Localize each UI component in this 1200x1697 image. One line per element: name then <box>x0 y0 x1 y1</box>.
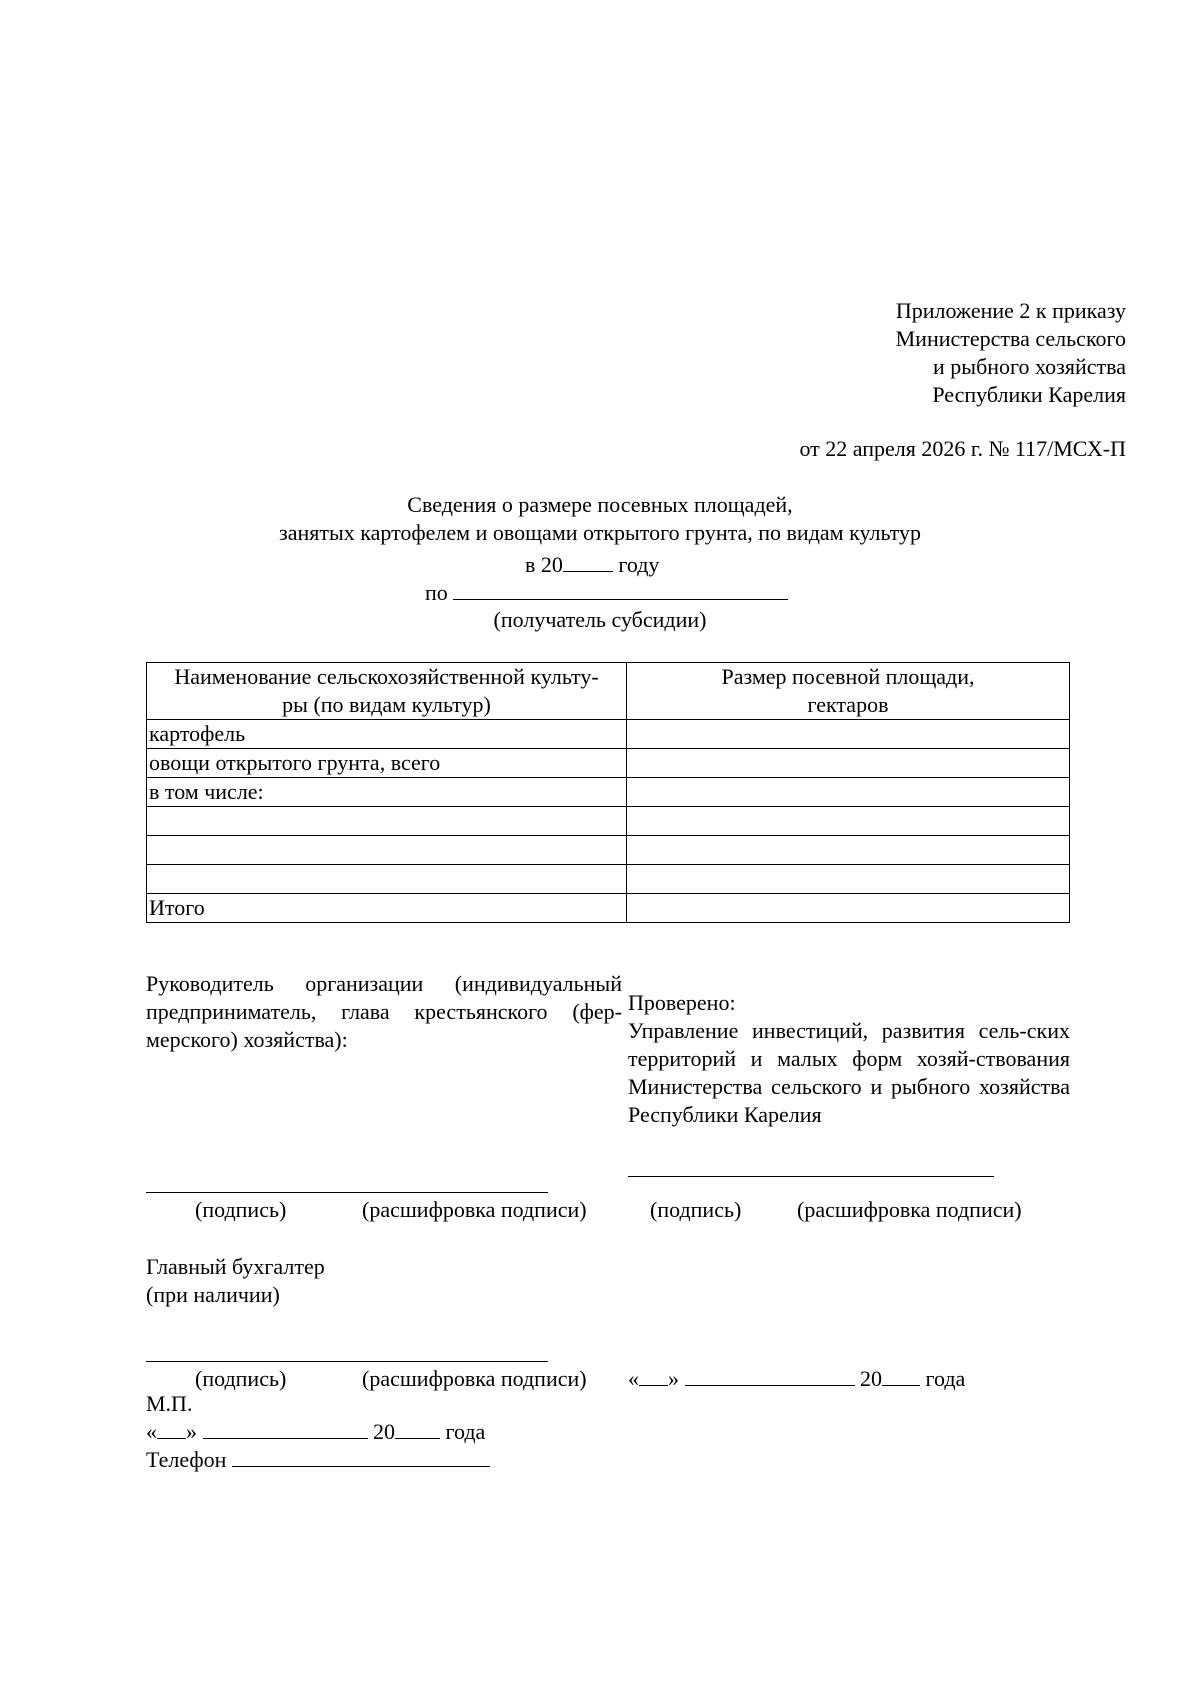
table-row <box>147 749 1070 778</box>
table-row <box>147 778 1070 807</box>
accountant-decode-caption: (расшифровка подписи) <box>362 1366 587 1391</box>
row-value[interactable] <box>627 836 1070 865</box>
year-line <box>525 551 659 579</box>
document-title <box>200 491 1000 547</box>
table-row <box>147 720 1070 749</box>
checked-body: Управление инвестиций, развития сель-ских территорий и малых форм хозяй-ствования Министерства сельского и рыбного хозяйства Республики Карелия <box>628 1018 1070 1127</box>
approval-date: от 22 апреля 2026 г. № 117/МСХ-П <box>799 436 1126 461</box>
title-line-2: занятых картофелем и овощами открытого грунта, по видам культур <box>279 520 921 545</box>
row-name[interactable] <box>147 836 627 865</box>
row-value[interactable] <box>627 749 1070 778</box>
row-value[interactable] <box>627 894 1070 923</box>
row-value[interactable] <box>627 865 1070 894</box>
phone-blank[interactable] <box>232 1446 490 1467</box>
accountant-line-2: (при наличии) <box>146 1282 280 1307</box>
accountant-signature-line[interactable] <box>146 1361 548 1362</box>
stamp-year-blank[interactable] <box>395 1418 440 1439</box>
recipient-line <box>425 579 788 607</box>
header-area: Размер посевной площади, гектаров <box>627 663 1070 720</box>
stamp-day-blank[interactable] <box>157 1418 186 1439</box>
phone-label: Телефон <box>146 1447 232 1472</box>
recipient-blank[interactable] <box>453 579 788 600</box>
approval-line-3: и рыбного хозяйства <box>933 354 1126 379</box>
signer-signature-line[interactable] <box>146 1192 548 1193</box>
row-name: в том числе: <box>147 778 627 807</box>
stamp-block <box>146 1390 490 1474</box>
stamp-date-line: « » 20 года <box>146 1419 486 1444</box>
phone-line <box>146 1446 490 1474</box>
row-value[interactable] <box>627 720 1070 749</box>
checked-decode-caption: (расшифровка подписи) <box>797 1197 1022 1222</box>
approval-block <box>800 297 1126 409</box>
row-name: овощи открытого грунта, всего <box>147 749 627 778</box>
checked-sign-caption: (подпись) <box>650 1197 742 1222</box>
approval-line-2: Министерства сельского <box>895 326 1126 351</box>
title-line-1: Сведения о размере посевных площадей, <box>407 492 793 517</box>
accountant-sign-caption: (подпись) <box>195 1366 287 1391</box>
year-suffix: году <box>612 552 660 577</box>
header-crop-name: Наименование сельскохозяйственной культу- ры (по видам культур) <box>147 663 627 720</box>
table-row-total <box>147 894 1070 923</box>
stamp-mp: М.П. <box>146 1391 193 1416</box>
table-row <box>147 836 1070 865</box>
checked-block <box>628 989 1070 1129</box>
table-row <box>147 865 1070 894</box>
accountant-line-1: Главный бухгалтер <box>146 1254 325 1279</box>
checked-year-blank[interactable] <box>882 1365 920 1386</box>
table-header-row <box>147 663 1070 720</box>
approval-line-4: Республики Карелия <box>932 382 1126 407</box>
checked-label: Проверено: <box>628 990 736 1015</box>
year-blank[interactable] <box>563 551 613 572</box>
year-prefix: в 20 <box>525 552 563 577</box>
row-name: картофель <box>147 720 627 749</box>
checked-month-blank[interactable] <box>685 1365 855 1386</box>
signer-sign-caption: (подпись) <box>195 1197 287 1222</box>
signer-label: Руководитель организации (индивидуальный предприниматель, глава крестьянского (фер-мерского) хозяйства): <box>146 971 622 1052</box>
checked-signature-line[interactable] <box>628 1176 994 1177</box>
checked-day-blank[interactable] <box>639 1365 668 1386</box>
table-row <box>147 807 1070 836</box>
row-name: Итого <box>147 894 627 923</box>
row-value[interactable] <box>627 807 1070 836</box>
crop-area-table <box>146 662 1070 923</box>
row-name[interactable] <box>147 865 627 894</box>
signer-decode-caption: (расшифровка подписи) <box>362 1197 587 1222</box>
checked-date-line: « » 20 года <box>628 1366 966 1391</box>
row-value[interactable] <box>627 778 1070 807</box>
row-name[interactable] <box>147 807 627 836</box>
recipient-caption: (получатель субсидии) <box>493 607 707 632</box>
po-prefix: по <box>425 580 454 605</box>
approval-line-1: Приложение 2 к приказу <box>895 298 1126 323</box>
stamp-month-blank[interactable] <box>203 1418 368 1439</box>
accountant-block <box>146 1253 325 1309</box>
